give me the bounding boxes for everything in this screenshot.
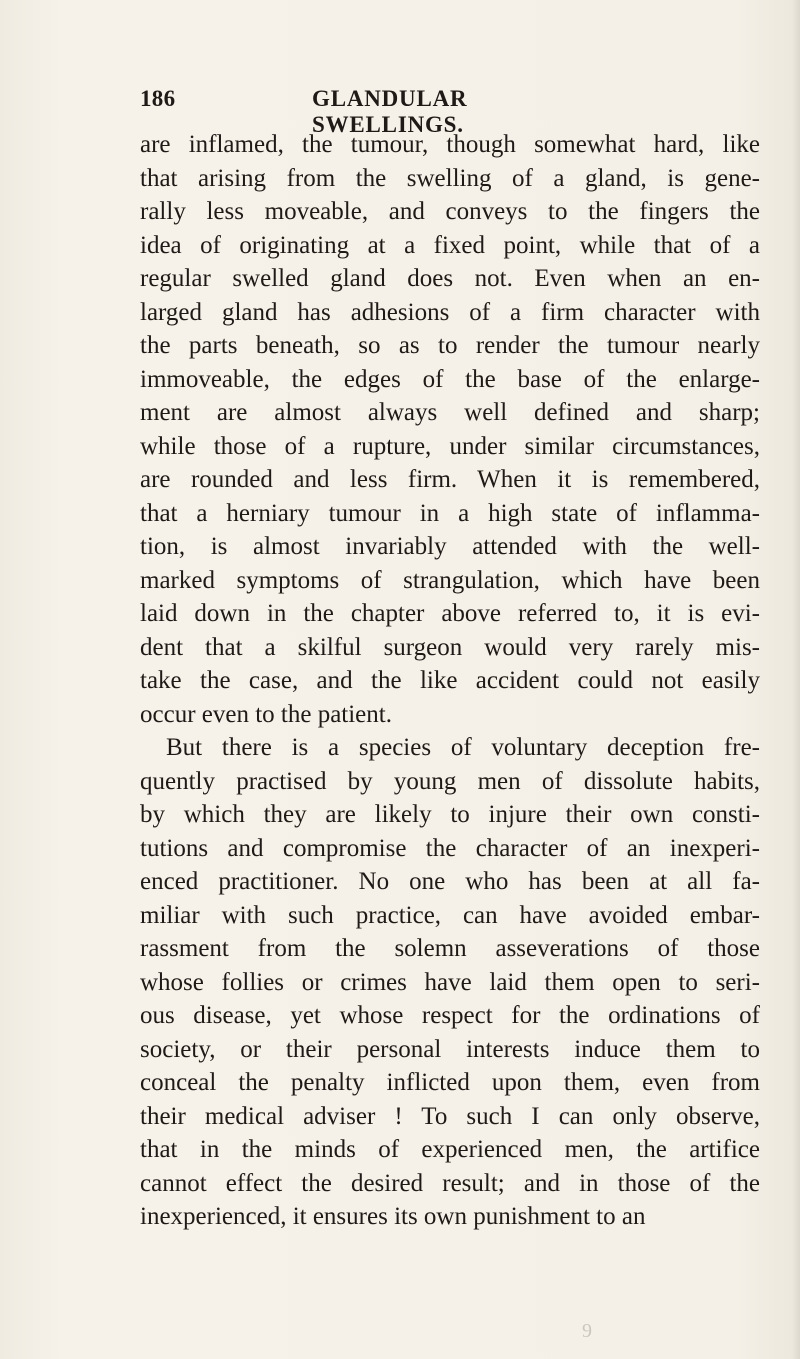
text-line: enced practitioner. No one who has been at all fa- — [140, 868, 760, 895]
faint-page-mark: 9 — [582, 1320, 592, 1342]
text-line: ment are almost always well defined and sharp; — [140, 399, 760, 426]
text-line: laid down in the chapter above referred to, it is evi- — [140, 600, 760, 627]
body-text — [140, 128, 760, 1234]
text-line: immoveable, the edges of the base of the enlarge- — [140, 365, 760, 393]
text-line: marked symptoms of strangulation, which have been — [140, 566, 760, 594]
text-line: that a herniary tumour in a high state of inflamma- — [140, 499, 760, 527]
text-line: tion, is almost invariably attended with the well- — [140, 533, 760, 560]
text-line: rassment from the solemn asseverations of those — [140, 935, 760, 962]
text-line: But there is a species of voluntary deception fre- — [166, 734, 760, 761]
page-number: 186 — [140, 86, 176, 111]
text-line: conceal the penalty inflicted upon them, even from — [140, 1069, 760, 1096]
text-line: tutions and compromise the character of an inexperi- — [140, 834, 760, 862]
text-line: are rounded and less firm. When it is remembered, — [140, 466, 760, 493]
text-line: by which they are likely to injure their own consti- — [140, 801, 760, 828]
text-line: the parts beneath, so as to render the tumour nearly — [140, 332, 760, 359]
text-line: society, or their personal interests induce them to — [140, 1035, 760, 1063]
text-line: whose follies or crimes have laid them open to seri- — [140, 968, 760, 996]
page-edge-shadow — [792, 0, 800, 1359]
text-line: take the case, and the like accident could not easily — [140, 667, 760, 694]
text-line: ous disease, yet whose respect for the ordinations of — [140, 1002, 760, 1029]
text-line: larged gland has adhesions of a firm character with — [140, 298, 760, 326]
text-line: that arising from the swelling of a gland, is gene- — [140, 164, 760, 192]
text-line: are inflamed, the tumour, though somewhat hard, like — [140, 131, 760, 158]
text-line: rally less moveable, and conveys to the fingers the — [140, 198, 760, 225]
running-head: GLANDULAR SWELLINGS. — [312, 86, 468, 137]
page-header — [140, 86, 610, 137]
text-line: regular swelled gland does not. Even when an en- — [140, 265, 760, 292]
text-line: occur even to the patient. — [140, 700, 392, 728]
text-line: cannot effect the desired result; and in those of the — [140, 1169, 760, 1197]
text-line: inexperienced, it ensures its own punishment to an — [140, 1203, 646, 1230]
text-line: quently practised by young men of dissolute habits, — [140, 767, 760, 795]
text-line: that in the minds of experienced men, the artifice — [140, 1136, 760, 1163]
text-line: dent that a skilful surgeon would very rarely mis- — [140, 633, 760, 661]
text-line: idea of originating at a fixed point, while that of a — [140, 231, 760, 259]
text-line: miliar with such practice, can have avoided embar- — [140, 901, 760, 929]
text-line: while those of a rupture, under similar circumstances, — [140, 432, 760, 460]
text-line: their medical adviser ! To such I can only observe, — [140, 1102, 760, 1130]
